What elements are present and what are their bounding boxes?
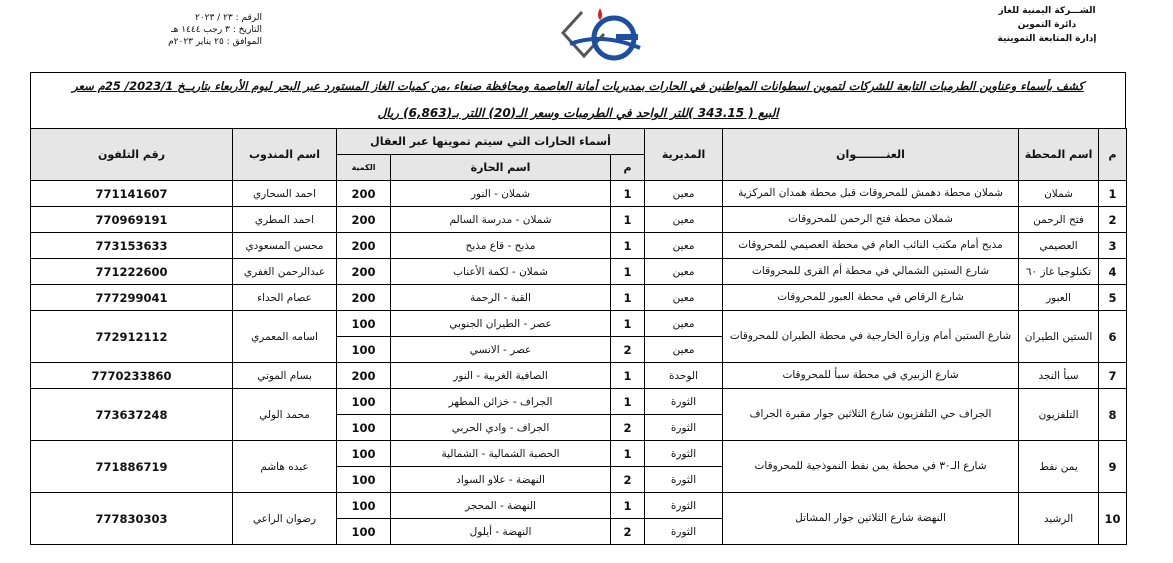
table-row bbox=[31, 441, 1127, 467]
street-name: شملان - لكمة الأعناب bbox=[391, 259, 611, 285]
company-name: الشـــركة اليمنية للغاز bbox=[998, 6, 1096, 16]
quantity: 200 bbox=[337, 363, 391, 389]
district: الثورة bbox=[645, 389, 723, 415]
letterhead-org bbox=[957, 4, 1137, 46]
quantity: 100 bbox=[337, 493, 391, 519]
street-name: الحصبة الشمالية - الشمالية bbox=[391, 441, 611, 467]
row-index: 8 bbox=[1099, 389, 1127, 441]
phone-number: 773637248 bbox=[31, 389, 233, 441]
street-index: 1 bbox=[611, 285, 645, 311]
street-name: الصافية الغربية - النور bbox=[391, 363, 611, 389]
street-index: 2 bbox=[611, 467, 645, 493]
street-name: القبة - الرحمة bbox=[391, 285, 611, 311]
quantity: 100 bbox=[337, 441, 391, 467]
table-row bbox=[31, 493, 1127, 519]
quantity: 200 bbox=[337, 207, 391, 233]
quantity: 100 bbox=[337, 519, 391, 545]
district: الثورة bbox=[645, 519, 723, 545]
row-index: 4 bbox=[1099, 259, 1127, 285]
district: معين bbox=[645, 259, 723, 285]
delegate-name: محسن المسعودي bbox=[233, 233, 337, 259]
row-index: 5 bbox=[1099, 285, 1127, 311]
phone-number: 777299041 bbox=[31, 285, 233, 311]
street-name: النهضة - علاو السواد bbox=[391, 467, 611, 493]
district: الثورة bbox=[645, 441, 723, 467]
street-name: شملان - مدرسة السالم bbox=[391, 207, 611, 233]
phone-number: 773153633 bbox=[31, 233, 233, 259]
street-name: النهضة - المحجر bbox=[391, 493, 611, 519]
col-quantity: الكمية bbox=[337, 155, 391, 181]
delegate-name: عبدالرحمن الغفري bbox=[233, 259, 337, 285]
station-name: الستين الطيران bbox=[1019, 311, 1099, 363]
station-address: شارع الستين الشمالي في محطة أم القرى للمحروقات bbox=[723, 259, 1019, 285]
station-name: التلفزيون bbox=[1019, 389, 1099, 441]
delegate-name: محمد الولي bbox=[233, 389, 337, 441]
station-name: سبأ النجد bbox=[1019, 363, 1099, 389]
station-address: النهضة شارع الثلاثين جوار المشاتل bbox=[723, 493, 1019, 545]
quantity: 100 bbox=[337, 311, 391, 337]
company-logo bbox=[556, 4, 648, 66]
row-index: 7 bbox=[1099, 363, 1127, 389]
station-name: العصيمي bbox=[1019, 233, 1099, 259]
district: الثورة bbox=[645, 493, 723, 519]
phone-number: 771886719 bbox=[31, 441, 233, 493]
date-gregorian: الموافق : ٢٥ يناير ٢٠٢٣م bbox=[168, 37, 262, 47]
col-streets-group: أسماء الحارات التي سيتم تموينها عبر العقال bbox=[337, 129, 645, 155]
station-address: مذبح أمام مكتب النائب العام في محطة العصيمي للمحروقات bbox=[723, 233, 1019, 259]
phone-number: 770969191 bbox=[31, 207, 233, 233]
phone-number: 771141607 bbox=[31, 181, 233, 207]
quantity: 100 bbox=[337, 337, 391, 363]
row-index: 3 bbox=[1099, 233, 1127, 259]
col-delegate: اسم المندوب bbox=[233, 129, 337, 181]
district: معين bbox=[645, 337, 723, 363]
district: معين bbox=[645, 181, 723, 207]
col-address: العنــــــــوان bbox=[723, 129, 1019, 181]
quantity: 200 bbox=[337, 181, 391, 207]
table-row bbox=[31, 259, 1127, 285]
station-name: شملان bbox=[1019, 181, 1099, 207]
station-name: يمن نفط bbox=[1019, 441, 1099, 493]
section-name: إدارة المتابعة التموينية bbox=[997, 34, 1097, 44]
table-row bbox=[31, 181, 1127, 207]
district: الوحدة bbox=[645, 363, 723, 389]
street-index: 1 bbox=[611, 441, 645, 467]
phone-number: 7770233860 bbox=[31, 363, 233, 389]
letter-reference bbox=[122, 12, 262, 48]
col-street-name: اسم الحارة bbox=[391, 155, 611, 181]
district: الثورة bbox=[645, 415, 723, 441]
station-name: العبور bbox=[1019, 285, 1099, 311]
street-index: 1 bbox=[611, 493, 645, 519]
delegate-name: عبده هاشم bbox=[233, 441, 337, 493]
title-line-2: البيع ( 343.15 )للتر الواحد في الطرمبات وسعر الـ(20) اللتر بـ(6,863) ريال bbox=[377, 106, 779, 120]
quantity: 200 bbox=[337, 233, 391, 259]
table-row bbox=[31, 207, 1127, 233]
street-index: 1 bbox=[611, 207, 645, 233]
table-row bbox=[31, 311, 1127, 337]
station-name: فتح الرحمن bbox=[1019, 207, 1099, 233]
street-index: 2 bbox=[611, 415, 645, 441]
table-row bbox=[31, 363, 1127, 389]
street-index: 1 bbox=[611, 181, 645, 207]
table-row bbox=[31, 233, 1127, 259]
station-address: شارع الرقاص في محطة العبور للمحروقات bbox=[723, 285, 1019, 311]
row-index: 9 bbox=[1099, 441, 1127, 493]
street-index: 2 bbox=[611, 337, 645, 363]
quantity: 200 bbox=[337, 285, 391, 311]
table-row bbox=[31, 285, 1127, 311]
station-address: شارع الستين أمام وزارة الخارجية في محطة الطيران للمحروقات bbox=[723, 311, 1019, 363]
street-index: 1 bbox=[611, 233, 645, 259]
delegate-name: عصام الحداء bbox=[233, 285, 337, 311]
col-district: المديرية bbox=[645, 129, 723, 181]
phone-number: 771222600 bbox=[31, 259, 233, 285]
street-name: الجراف - وادي الحربي bbox=[391, 415, 611, 441]
street-index: 1 bbox=[611, 259, 645, 285]
row-index: 10 bbox=[1099, 493, 1127, 545]
row-index: 1 bbox=[1099, 181, 1127, 207]
district: معين bbox=[645, 207, 723, 233]
row-index: 2 bbox=[1099, 207, 1127, 233]
reference-number: الرقم : ٢٣ / ٢٠٢٣ bbox=[194, 13, 262, 23]
quantity: 100 bbox=[337, 389, 391, 415]
col-phone: رقم التلفون bbox=[31, 129, 233, 181]
street-index: 1 bbox=[611, 311, 645, 337]
col-station: اسم المحطة bbox=[1019, 129, 1099, 181]
delegate-name: احمد المطري bbox=[233, 207, 337, 233]
station-address: شارع الـ٣٠ في محطة يمن نفط النموذجية للمحروقات bbox=[723, 441, 1019, 493]
phone-number: 777830303 bbox=[31, 493, 233, 545]
district: معين bbox=[645, 311, 723, 337]
station-address: شارع الزبيري في محطة سبأ للمحروقات bbox=[723, 363, 1019, 389]
district: معين bbox=[645, 285, 723, 311]
phone-number: 772912112 bbox=[31, 311, 233, 363]
street-name: شملان - النور bbox=[391, 181, 611, 207]
delegate-name: احمد السحاري bbox=[233, 181, 337, 207]
station-name: الرشيد bbox=[1019, 493, 1099, 545]
delegate-name: رضوان الراعي bbox=[233, 493, 337, 545]
col-street-index: م bbox=[611, 155, 645, 181]
stations-table bbox=[30, 128, 1127, 545]
table-row bbox=[31, 389, 1127, 415]
date-hijri: التاريخ : ٣ رجب ١٤٤٤ هـ bbox=[170, 25, 262, 35]
district: معين bbox=[645, 233, 723, 259]
street-index: 1 bbox=[611, 363, 645, 389]
row-index: 6 bbox=[1099, 311, 1127, 363]
street-index: 1 bbox=[611, 389, 645, 415]
station-address: شملان محطة دهمش للمحروقات قبل محطة همدان المركزية bbox=[723, 181, 1019, 207]
station-address: الجراف حي التلفزيون شارع الثلاثين جوار مقبرة الجراف bbox=[723, 389, 1019, 441]
document-title bbox=[30, 72, 1126, 128]
table-body bbox=[31, 181, 1127, 545]
street-name: عصر - الطيران الجنوبي bbox=[391, 311, 611, 337]
street-index: 2 bbox=[611, 519, 645, 545]
quantity: 100 bbox=[337, 415, 391, 441]
delegate-name: اسامه المعمري bbox=[233, 311, 337, 363]
street-name: النهضة - أيلول bbox=[391, 519, 611, 545]
district: الثورة bbox=[645, 467, 723, 493]
col-index: م bbox=[1099, 129, 1127, 181]
station-name: تكنلوجيا غاز ٦٠ bbox=[1019, 259, 1099, 285]
station-address: شملان محطة فتح الرحمن للمحروقات bbox=[723, 207, 1019, 233]
street-name: الجراف - خزائن المطهر bbox=[391, 389, 611, 415]
department-name: دائرة التموين bbox=[1017, 20, 1077, 30]
street-name: عصر - الانسي bbox=[391, 337, 611, 363]
title-line-1: كشف بأسماء وعناوين الطرمبات التابعة للشركات لتموين اسطوانات المواطنين في الحارات بمديريات أمانة العاصمة ومحافظة صنعاء ،من كميات الغاز المستورد عبر البحر ليوم الأربعاء بتاريــخ 2023/1/ 25م سعر bbox=[72, 79, 1084, 93]
quantity: 100 bbox=[337, 467, 391, 493]
street-name: مذبح - قاع مذبح bbox=[391, 233, 611, 259]
delegate-name: بسام الموتي bbox=[233, 363, 337, 389]
quantity: 200 bbox=[337, 259, 391, 285]
